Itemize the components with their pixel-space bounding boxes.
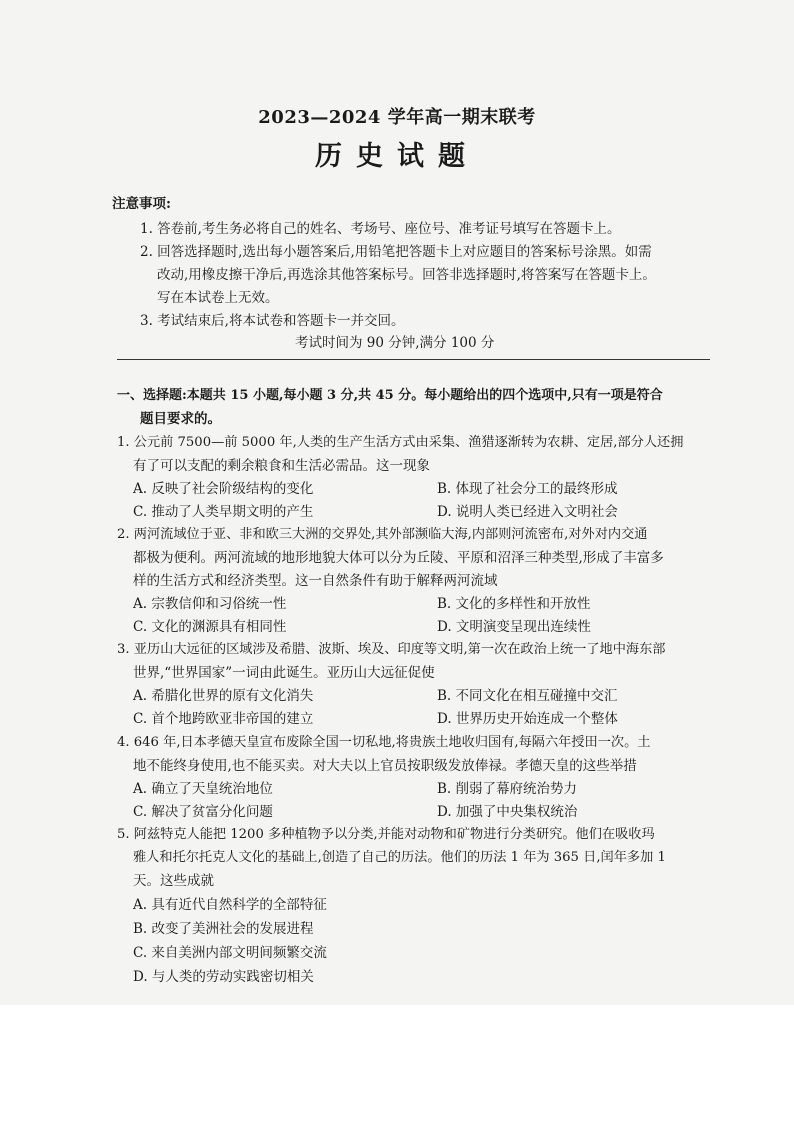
question-stem: 地不能终身使用,也不能买卖。对大夫以上官员按职级发放俸禄。孝德天皇的这些举措 [133, 758, 637, 774]
question-stem: 都极为便利。两河流域的地形地貌大体可以分为丘陵、平原和沼泽三种类型,形成了丰富多 [133, 550, 664, 566]
option-c: C. 推动了人类早期文明的产生 [133, 504, 314, 520]
option-d: D. 文明演变呈现出连续性 [437, 619, 591, 635]
question-stem: 有了可以支配的剩余粮食和生活必需品。这一现象 [133, 458, 430, 474]
exam-title: 2023—2024 学年高一期末联考 [258, 107, 536, 128]
option-d: D. 与人类的劳动实践密切相关 [133, 969, 314, 985]
option-b: B. 改变了美洲社会的发展进程 [133, 921, 314, 937]
section-heading: 一、选择题:本题共 15 小题,每小题 3 分,共 45 分。每小题给出的四个选项中,只有一项是符合 [117, 388, 663, 403]
option-d: D. 说明人类已经进入文明社会 [437, 504, 618, 520]
option-b: B. 文化的多样性和开放性 [437, 596, 591, 612]
option-c: C. 来自美洲内部文明间频繁交流 [133, 945, 327, 961]
notes-item: 1. 答卷前,考生务必将自己的姓名、考场号、座位号、准考证号填写在答题卡上。 [140, 221, 621, 237]
option-d: D. 世界历史开始连成一个整体 [437, 711, 618, 727]
question-stem: 2. 两河流域位于亚、非和欧三大洲的交界处,其外部濒临大海,内部则河流密布,对外对内交通 [117, 527, 648, 542]
option-b: B. 削弱了幕府统治势力 [437, 781, 578, 797]
option-b: B. 体现了社会分工的最终形成 [437, 481, 618, 497]
option-c: C. 文化的渊源具有相同性 [133, 619, 287, 635]
divider [117, 359, 710, 360]
question-stem: 雅人和托尔托克人文化的基础上,创造了自己的历法。他们的历法 1 年为 365 日,闰年多加 1 [133, 850, 666, 865]
question-stem: 天。这些成就 [133, 873, 214, 889]
option-a: A. 希腊化世界的原有文化消失 [133, 688, 314, 704]
option-c: C. 首个地跨欧亚非帝国的建立 [133, 711, 314, 727]
notes-item: 3. 考试结束后,将本试卷和答题卡一并交回。 [140, 313, 405, 329]
option-a: A. 具有近代自然科学的全部特征 [133, 897, 327, 913]
notes-item: 写在本试卷上无效。 [157, 290, 279, 306]
notes-item: 2. 回答选择题时,选出每小题答案后,用铅笔把答题卡上对应题目的答案标号涂黑。如需 [140, 244, 652, 260]
option-a: A. 确立了天皇统治地位 [133, 781, 273, 797]
notes-heading: 注意事项: [112, 196, 171, 212]
option-c: C. 解决了贫富分化问题 [133, 804, 273, 820]
notes-item: 改动,用橡皮擦干净后,再选涂其他答案标号。回答非选择题时,将答案写在答题卡上。 [157, 267, 656, 283]
section-heading-cont: 题目要求的。 [140, 411, 221, 427]
option-d: D. 加强了中央集权统治 [437, 804, 578, 820]
question-stem: 1. 公元前 7500—前 5000 年,人类的生产生活方式由采集、渔猎逐渐转为农耕、定居,部分人还拥 [117, 435, 684, 450]
option-a: A. 宗教信仰和习俗统一性 [133, 596, 287, 612]
question-stem: 5. 阿兹特克人能把 1200 多种植物予以分类,并能对动物和矿物进行分类研究。他们在吸收玛 [117, 827, 655, 842]
page-bottom-margin [0, 1005, 794, 1123]
question-stem: 样的生活方式和经济类型。这一自然条件有助于解释两河流域 [133, 573, 498, 589]
time-info: 考试时间为 90 分钟,满分 100 分 [295, 335, 495, 351]
option-a: A. 反映了社会阶级结构的变化 [133, 481, 314, 497]
question-stem: 3. 亚历山大远征的区域涉及希腊、波斯、埃及、印度等文明,第一次在政治上统一了地中海东部 [117, 642, 666, 657]
question-stem: 世界,“世界国家”一词由此诞生。亚历山大远征促使 [133, 665, 435, 681]
option-b: B. 不同文化在相互碰撞中交汇 [437, 688, 618, 704]
question-stem: 4. 646 年,日本孝德天皇宣布废除全国一切私地,将贵族土地收归国有,每隔六年授田一次。土 [117, 735, 651, 750]
subject-title: 历史试题 [315, 141, 479, 172]
